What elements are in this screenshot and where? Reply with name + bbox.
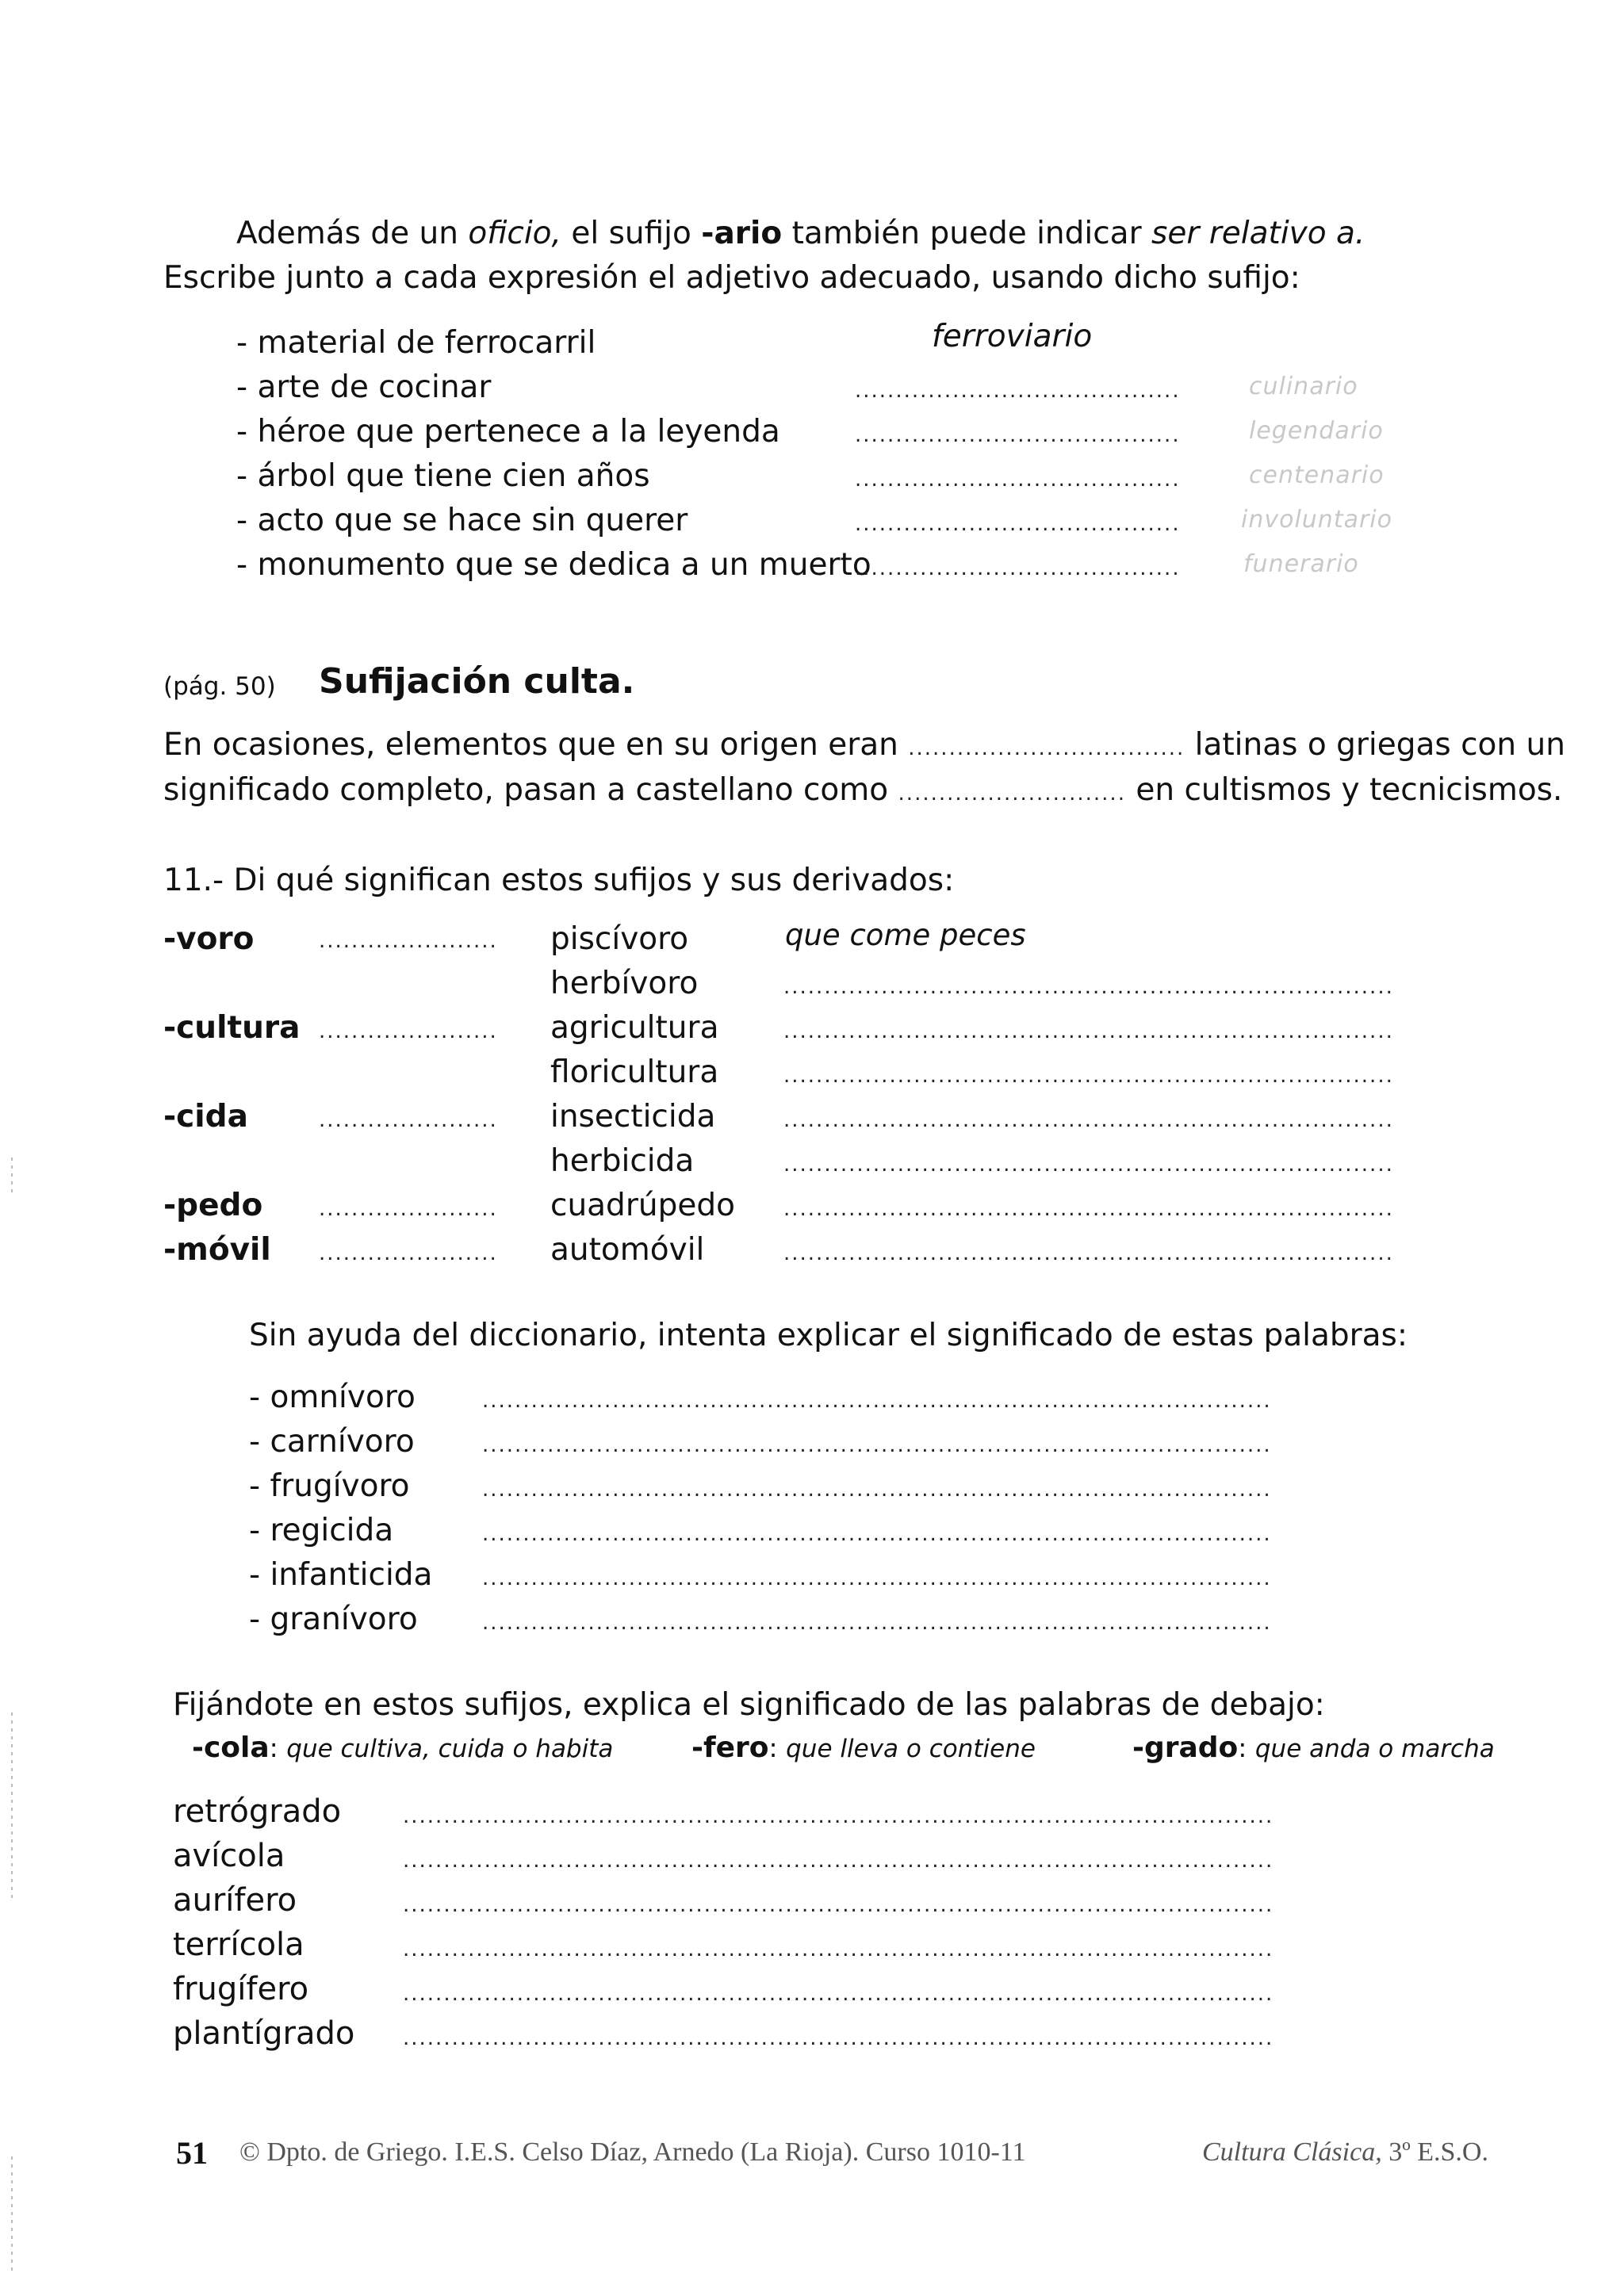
ario-ghost: centenario [1249,461,1385,489]
footer-course-level: 3º E.S.O. [1388,2137,1488,2167]
ex11-word-blank[interactable]: ........................................................................... [783,975,1394,999]
ex11-suffix: -móvil [163,1232,271,1268]
intro-suffix-ario: -ario [701,216,783,251]
ex11-answer: que come peces [785,918,1026,952]
ario-blank[interactable]: ........................................ [855,468,1181,492]
ex11-suffix: -cultura [163,1010,301,1046]
suffix-label: -grado [1132,1732,1239,1764]
ex11-word: piscívoro [550,921,689,957]
sin-ayuda-blank[interactable]: ................................................................................................. [482,1611,1272,1635]
footer-course-name: Cultura Clásica, [1202,2137,1382,2167]
ario-label: - árbol que tiene cien años [236,458,650,494]
intro-line-1 [236,216,1365,251]
intro-relativo: ser relativo a. [1151,216,1365,251]
ex11-word: insecticida [550,1099,716,1135]
ex11-word-blank[interactable]: ........................................................................... [783,1108,1394,1132]
para-blank[interactable]: .................................. [908,737,1185,760]
ario-label: - monumento que se dedica a un muerto [236,547,871,583]
ex11-word-blank[interactable]: ........................................................................... [783,1242,1394,1265]
ex11-suffix-blank[interactable]: ...................... [319,1197,498,1221]
para-text: En ocasiones, elementos que en su origen eran [163,727,898,763]
ario-label: - arte de cocinar [236,369,492,405]
suffix-label: -fero [691,1732,769,1764]
suffix-meaning: que cultiva, cuida o habita [286,1735,614,1763]
ario-ghost: funerario [1243,550,1359,578]
ex11-suffix-blank[interactable]: ...................... [319,1020,498,1043]
ario-label: - material de ferrocarril [236,325,596,361]
sin-ayuda-word: - regicida [249,1513,394,1548]
suffix-fero: -fero: que lleva o contiene [691,1732,1036,1764]
ario-ghost: involuntario [1241,506,1392,534]
fijandote-title: Fijándote en estos sufijos, explica el significado de las palabras de debajo: [173,1687,1325,1723]
suffix-meaning: que anda o marcha [1254,1735,1495,1763]
ex11-suffix: -voro [163,921,255,957]
page-number: 51 [176,2135,208,2171]
fijandote-blank[interactable]: ........................................................................................................... [403,1849,1274,1873]
para-line-1 [163,727,1565,763]
fijandote-blank[interactable]: ........................................................................................................... [403,1893,1274,1917]
ex11-word: herbicida [550,1143,695,1179]
ex11-word: automóvil [550,1232,705,1268]
suffix-label: -cola [192,1732,270,1764]
ario-ghost: legendario [1249,417,1384,445]
fijandote-word: plantígrado [173,2015,355,2052]
margin-mark [11,1158,13,1197]
ex11-word: cuadrúpedo [550,1188,735,1223]
intro-text: también puede indicar [791,216,1142,251]
para-blank[interactable]: ............................ [898,782,1126,806]
sin-ayuda-blank[interactable]: ................................................................................................. [482,1389,1272,1413]
para-text: significado completo, pasan a castellano como [163,772,889,808]
ario-blank[interactable]: ........................................ [855,512,1181,536]
para-line-2 [163,772,1562,808]
ex11-word: floricultura [550,1054,719,1090]
ario-answer: ferroviario [932,319,1093,354]
para-text: latinas o griegas con un [1194,727,1565,763]
section-title: Sufijación culta. [319,661,635,702]
footer-course [1202,2137,1488,2168]
fijandote-blank[interactable]: ........................................................................................................... [403,1804,1274,1828]
ex11-suffix-blank[interactable]: ...................... [319,929,498,953]
fijandote-blank[interactable]: ........................................................................................................... [403,2026,1274,2050]
sin-ayuda-word: - frugívoro [249,1468,410,1504]
sin-ayuda-blank[interactable]: ................................................................................................. [482,1522,1272,1546]
ex11-suffix-blank[interactable]: ...................... [319,1242,498,1265]
sin-ayuda-word: - infanticida [249,1557,433,1593]
ex11-suffix: -cida [163,1099,248,1135]
fijandote-word: aurífero [173,1882,297,1919]
ex11-word: herbívoro [550,966,699,1001]
fijandote-word: frugífero [173,1971,309,2007]
fijandote-word: terrícola [173,1927,304,1963]
page-ref: (pág. 50) [163,672,276,701]
footer-credit: © Dpto. de Griego. I.E.S. Celso Díaz, Arnedo (La Rioja). Curso 1010-11 [239,2137,1026,2167]
fijandote-blank[interactable]: ........................................................................................................... [403,1982,1274,2006]
ex11-suffix: -pedo [163,1188,263,1223]
sin-ayuda-blank[interactable]: ................................................................................................. [482,1478,1272,1502]
sin-ayuda-word: - granívoro [249,1601,418,1637]
suffix-grado: -grado: que anda o marcha [1132,1732,1495,1764]
sin-ayuda-blank[interactable]: ................................................................................................. [482,1433,1272,1457]
intro-oficio: oficio, [468,216,561,251]
ex11-word-blank[interactable]: ........................................................................... [783,1020,1394,1043]
ario-blank[interactable]: ........................................ [855,379,1181,403]
ario-ghost: culinario [1249,373,1358,400]
intro-text: Además de un [236,216,458,251]
fijandote-word: retrógrado [173,1793,342,1830]
sin-ayuda-title: Sin ayuda del diccionario, intenta explicar el significado de estas palabras: [249,1318,1408,1353]
intro-text: el sufijo [571,216,691,251]
intro-line-2: Escribe junto a cada expresión el adjetivo adecuado, usando dicho sufijo: [163,260,1300,296]
ex11-suffix-blank[interactable]: ...................... [319,1108,498,1132]
ex11-title: 11.- Di qué significan estos sufijos y sus derivados: [163,863,955,898]
sin-ayuda-word: - carnívoro [249,1424,415,1460]
para-text: en cultismos y tecnicismos. [1136,772,1563,808]
fijandote-blank[interactable]: ........................................................................................................... [403,1938,1274,1961]
sin-ayuda-blank[interactable]: ................................................................................................. [482,1567,1272,1590]
fijandote-word: avícola [173,1838,285,1874]
sin-ayuda-word: - omnívoro [249,1380,416,1415]
ex11-word: agricultura [550,1010,719,1046]
suffix-meaning: que lleva o contiene [786,1735,1036,1763]
ex11-word-blank[interactable]: ........................................................................... [783,1197,1394,1221]
ex11-word-blank[interactable]: ........................................................................... [783,1064,1394,1088]
ario-blank[interactable]: ........................................ [855,423,1181,447]
margin-mark [11,1712,13,1903]
ario-blank[interactable]: ........................................ [855,557,1181,580]
ario-label: - héroe que pertenece a la leyenda [236,414,780,450]
margin-mark [11,2156,13,2275]
ario-label: - acto que se hace sin querer [236,503,688,538]
suffix-cola: -cola: que cultiva, cuida o habita [192,1732,614,1764]
ex11-word-blank[interactable]: ........................................................................... [783,1153,1394,1177]
